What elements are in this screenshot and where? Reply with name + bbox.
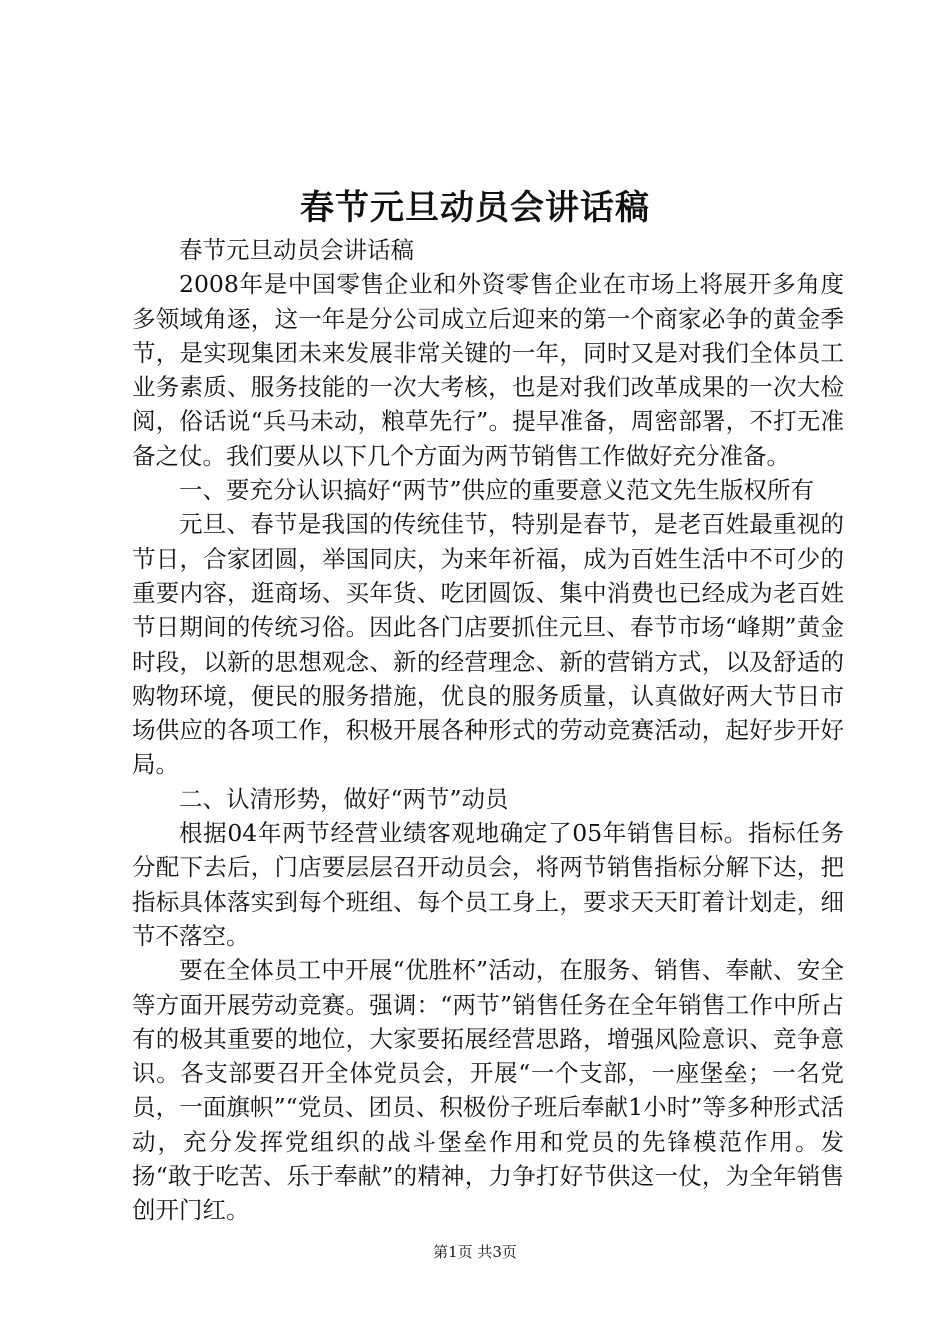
page-title: 春节元旦动员会讲话稿 (300, 188, 650, 228)
paragraph-subtitle: 春节元旦动员会讲话稿 (179, 236, 414, 264)
paragraph-section-1: 元旦、春节是我国的传统佳节，特别是春节，是老百姓最重视的节日，合家团圆，举国同庆，为来年祈福，成为百姓生活中不可少的重要内容，逛商场、买年货、吃团圆饭、集中消费也已经成为老百姓节日期间的传统习俗。因此各门店要抓住元旦、春节市场“峰期”黄金时段，以新的思想观念、新的经营理念、新的营销方式，以及舒适的购物环境，便民的服务措施，优良的服务质量，认真做好两大节日市场供应的各项工作，积极开展各种形式的劳动竞赛活动，起好步开好局。 (132, 510, 844, 779)
paragraph-section-2b: 要在全体员工中开展“优胜杯”活动，在服务、销售、奉献、安全等方面开展劳动竞赛。强调：“两节”销售任务在全年销售工作中所占有的极其重要的地位，大家要拓展经营思路，增强风险意识、竞争意识。各支部要召开全体党员会，开展“一个支部，一座堡垒；一名党员，一面旗帜”“党员、团员、积极份子班后奉献1小时”等多种形式活动，充分发挥党组织的战斗堡垒作用和党员的先锋模范作用。发扬“敢于吃苦、乐于奉献”的精神，力争打好节供这一仗，为全年销售创开门红。 (132, 956, 844, 1225)
page-footer: 第1页 共3页 (433, 1243, 517, 1261)
document-body (132, 233, 844, 1228)
section-heading-2: 二、认清形势，做好“两节”动员 (179, 784, 509, 813)
paragraph-section-2a: 根据04年两节经营业绩客观地确定了05年销售目标。指标任务分配下去后，门店要层层召开动员会，将两节销售指标分解下达，把指标具体落实到每个班组、每个员工身上，要求天天盯着计划走，细节不落空。 (132, 819, 844, 950)
paragraph-intro: 2008年是中国零售企业和外资零售企业在市场上将展开多角度多领域角逐，这一年是分公司成立后迎来的第一个商家必争的黄金季节，是实现集团未来发展非常关键的一年，同时又是对我们全体员工业务素质、服务技能的一次大考核，也是对我们改革成果的一次大检阅，俗话说“兵马未动，粮草先行”。提早准备，周密部署，不打无准备之仗。我们要从以下几个方面为两节销售工作做好充分准备。 (132, 270, 844, 470)
section-heading-1: 一、要充分认识搞好“两节”供应的重要意义范文先生版权所有 (179, 476, 815, 505)
